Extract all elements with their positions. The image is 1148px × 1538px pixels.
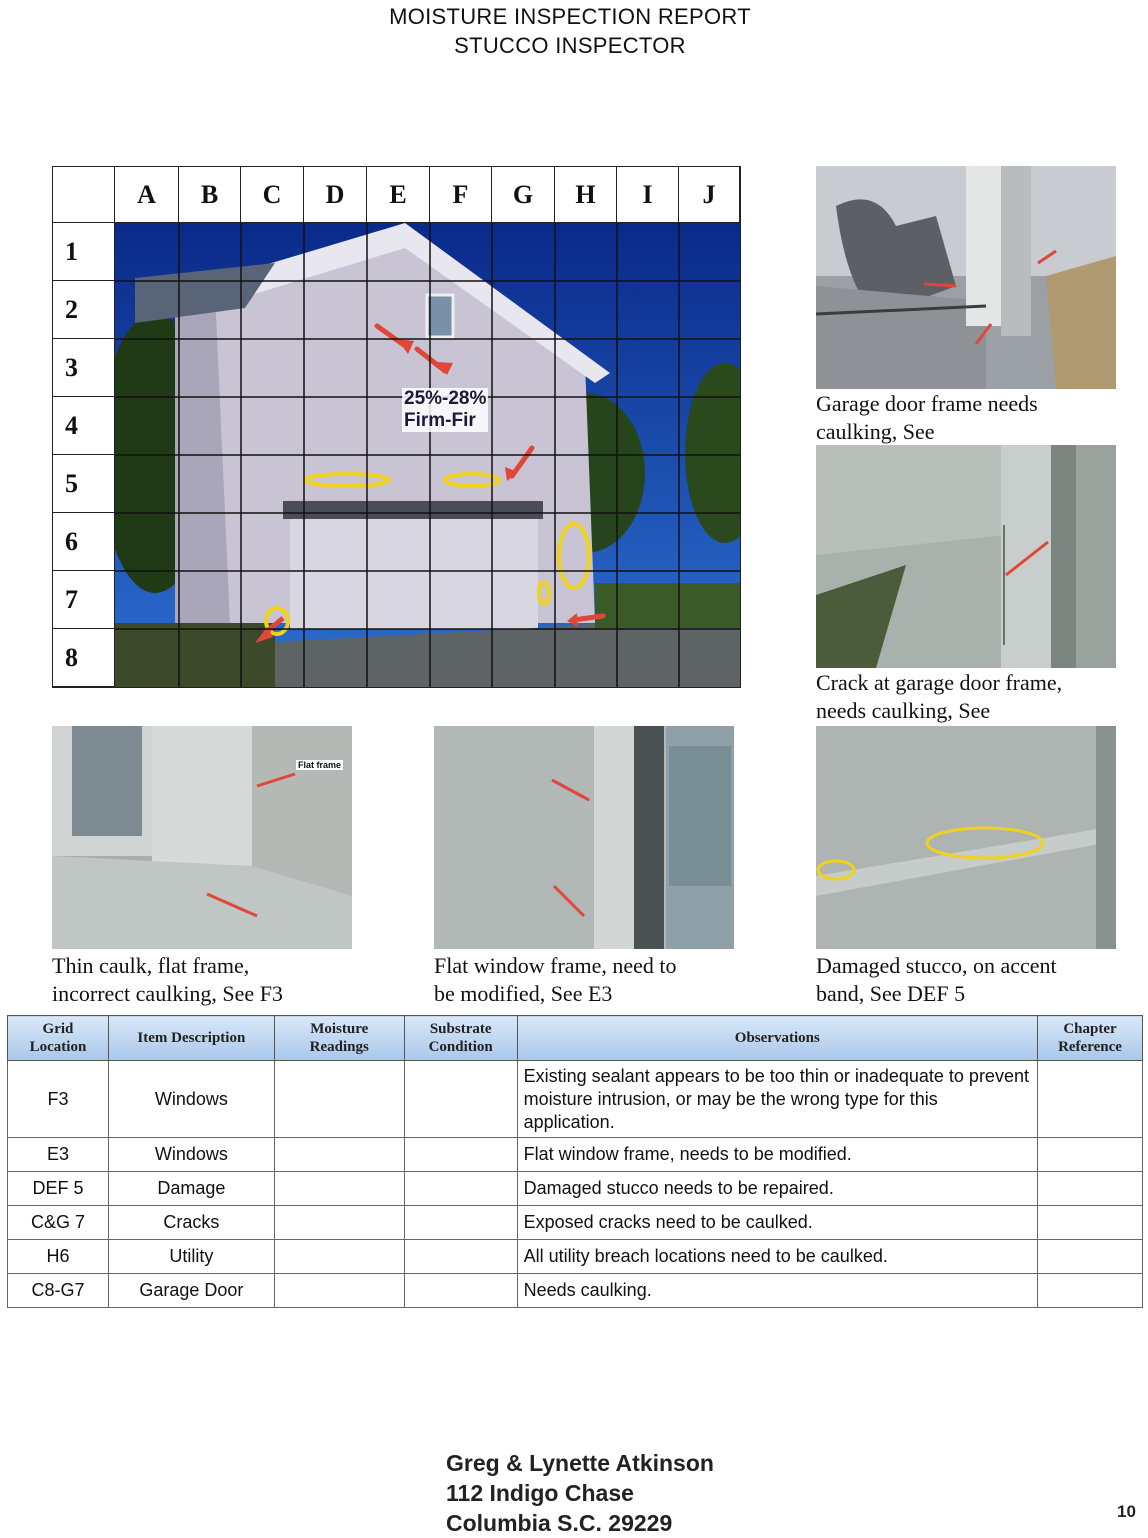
observation-cell: Exposed cracks need to be caulked. <box>517 1206 1037 1240</box>
location-grid <box>52 166 741 688</box>
header-text: Readings <box>309 1039 369 1055</box>
caption-line: caulking, See <box>816 419 935 444</box>
grid-column-header: I <box>617 167 679 223</box>
caption-line: band, See DEF 5 <box>816 981 966 1006</box>
caption-line: Crack at garage door frame, <box>816 670 1063 695</box>
header-text: Grid <box>42 1021 74 1037</box>
chapter-reference-cell <box>1038 1061 1143 1138</box>
street-address: 112 Indigo Chase <box>446 1480 634 1506</box>
photo-crack <box>816 445 1116 668</box>
observations-table <box>7 1015 1143 1308</box>
caption-line: Thin caulk, flat frame, <box>52 953 250 978</box>
grid-row-header: 6 <box>53 513 115 571</box>
grid-column-header: G <box>492 167 555 223</box>
grid-location-cell: C&G 7 <box>8 1206 109 1240</box>
caption-flat-window <box>434 952 677 1008</box>
col-item-description <box>108 1016 274 1061</box>
grid-column-header: J <box>679 167 740 223</box>
chapter-reference-cell <box>1038 1240 1143 1274</box>
city-state-zip: Columbia S.C. 29229 <box>446 1510 673 1536</box>
report-subtitle: STUCCO INSPECTOR <box>454 33 686 58</box>
grid-column-header: D <box>304 167 367 223</box>
grid-column-header: B <box>179 167 241 223</box>
table-row <box>8 1274 1143 1308</box>
moisture-reading-cell <box>274 1240 404 1274</box>
table-row <box>8 1138 1143 1172</box>
grid-row-header: 4 <box>53 397 115 455</box>
caption-thin-caulk <box>52 952 283 1008</box>
caption-line: Flat window frame, need to <box>434 953 677 978</box>
flat-frame-label: Flat frame <box>298 760 342 770</box>
observation-cell: Needs caulking. <box>517 1274 1037 1308</box>
observation-cell: All utility breach locations need to be caulked. <box>517 1240 1037 1274</box>
chapter-reference-cell <box>1038 1274 1143 1308</box>
photo-garage-frame <box>816 166 1116 389</box>
grid-row-header: 8 <box>53 629 115 687</box>
caption-crack <box>816 669 1062 725</box>
caption-damaged-stucco <box>816 952 1057 1008</box>
header-text: Location <box>29 1039 87 1055</box>
observation-cell: Existing sealant appears to be too thin or inadequate to prevent moisture intrusion, or may be the wrong type for this application. <box>517 1061 1037 1138</box>
header-text: Observations <box>734 1030 820 1046</box>
wood-type: Firm-Fir <box>404 410 476 431</box>
moisture-reading-cell <box>274 1172 404 1206</box>
moisture-reading-cell <box>274 1206 404 1240</box>
moisture-reading-cell <box>274 1274 404 1308</box>
grid-row-header: 5 <box>53 455 115 513</box>
grid-location-cell: H6 <box>8 1240 109 1274</box>
col-observations <box>517 1016 1037 1061</box>
moisture-reading-cell <box>274 1138 404 1172</box>
grid-column-header: C <box>241 167 304 223</box>
header-text: Item Description <box>137 1030 246 1046</box>
col-substrate-condition <box>404 1016 517 1061</box>
grid-column-header: A <box>115 167 179 223</box>
report-title: MOISTURE INSPECTION REPORT <box>389 4 751 29</box>
grid-location-cell: F3 <box>8 1061 109 1138</box>
photo-thin-caulk <box>52 726 352 949</box>
house-photo <box>115 223 740 687</box>
grid-location-cell: E3 <box>8 1138 109 1172</box>
substrate-condition-cell <box>404 1240 517 1274</box>
item-description-cell: Damage <box>108 1172 274 1206</box>
substrate-condition-cell <box>404 1274 517 1308</box>
grid-location-cell: DEF 5 <box>8 1172 109 1206</box>
chapter-reference-cell <box>1038 1138 1143 1172</box>
substrate-condition-cell <box>404 1061 517 1138</box>
grid-row-header: 7 <box>53 571 115 629</box>
photo-flat-window <box>434 726 734 949</box>
table-row <box>8 1172 1143 1206</box>
table-row <box>8 1206 1143 1240</box>
col-moisture-readings <box>274 1016 404 1061</box>
item-description-cell: Windows <box>108 1138 274 1172</box>
substrate-condition-cell <box>404 1172 517 1206</box>
chapter-reference-cell <box>1038 1206 1143 1240</box>
grid-column-header: H <box>555 167 617 223</box>
client-name: Greg & Lynette Atkinson <box>446 1450 714 1476</box>
caption-line: Damaged stucco, on accent <box>816 953 1057 978</box>
item-description-cell: Utility <box>108 1240 274 1274</box>
grid-row-header: 3 <box>53 339 115 397</box>
report-header <box>0 2 1140 60</box>
photo-damaged-stucco <box>816 726 1116 949</box>
header-text: Moisture <box>310 1021 369 1037</box>
observation-cell: Damaged stucco needs to be repaired. <box>517 1172 1037 1206</box>
grid-corner <box>53 167 115 223</box>
page-number: 10 <box>1117 1502 1136 1521</box>
col-chapter-reference <box>1038 1016 1143 1061</box>
caption-line: be modified, See E3 <box>434 981 613 1006</box>
table-row <box>8 1061 1143 1138</box>
moisture-reading-value: 25%-28% <box>404 388 487 409</box>
header-text: Chapter <box>1063 1021 1117 1037</box>
client-address <box>446 1448 714 1538</box>
item-description-cell: Garage Door <box>108 1274 274 1308</box>
item-description-cell: Windows <box>108 1061 274 1138</box>
header-text: Reference <box>1058 1039 1122 1055</box>
caption-line: Garage door frame needs <box>816 391 1038 416</box>
caption-line: needs caulking, See <box>816 698 991 723</box>
grid-row-header: 2 <box>53 281 115 339</box>
grid-location-cell: C8-G7 <box>8 1274 109 1308</box>
col-grid-location <box>8 1016 109 1061</box>
moisture-reading-label <box>402 388 488 432</box>
grid-column-header: F <box>430 167 492 223</box>
moisture-reading-cell <box>274 1061 404 1138</box>
grid-column-header: E <box>367 167 430 223</box>
table-row <box>8 1240 1143 1274</box>
item-description-cell: Cracks <box>108 1206 274 1240</box>
substrate-condition-cell <box>404 1206 517 1240</box>
substrate-condition-cell <box>404 1138 517 1172</box>
header-text: Condition <box>428 1039 493 1055</box>
table-header-row <box>8 1016 1143 1061</box>
chapter-reference-cell <box>1038 1172 1143 1206</box>
caption-line: incorrect caulking, See F3 <box>52 981 283 1006</box>
header-text: Substrate <box>429 1021 492 1037</box>
observation-cell: Flat window frame, needs to be modified. <box>517 1138 1037 1172</box>
grid-row-header: 1 <box>53 223 115 281</box>
caption-garage-frame <box>816 390 1038 446</box>
